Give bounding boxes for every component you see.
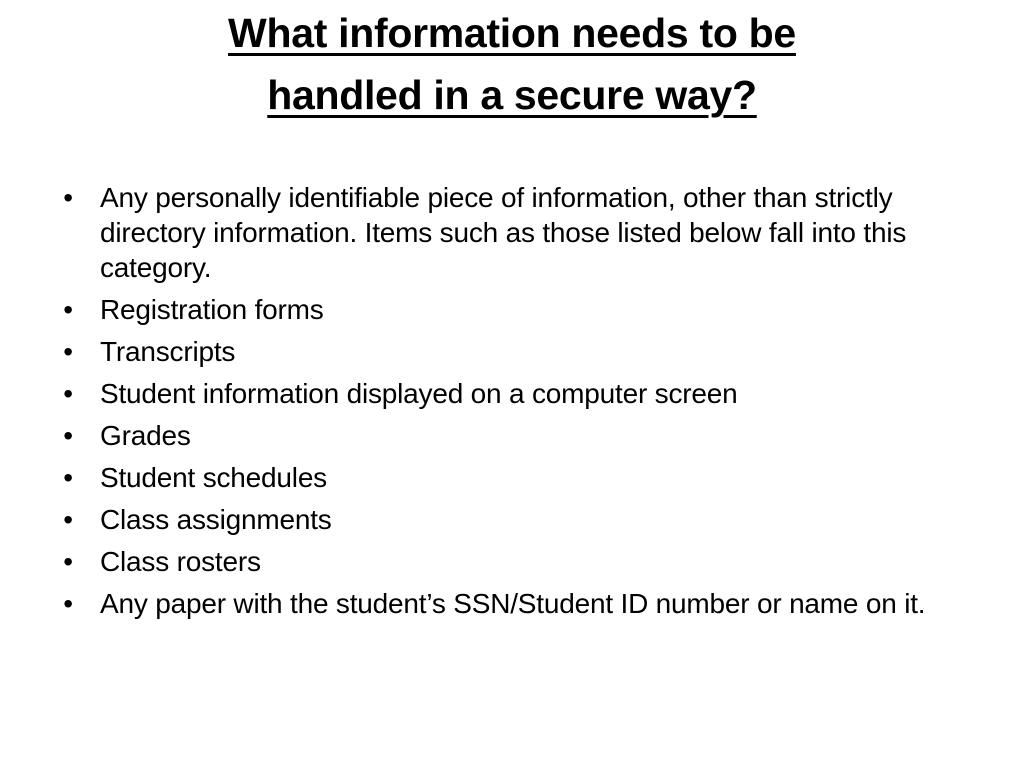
bullet-text: Class rosters [100,546,261,577]
bullet-text: Student information displayed on a computer screen [100,378,738,409]
bullet-icon: • [63,588,73,619]
bullet-item [63,460,980,495]
bullet-text: Student schedules [100,462,327,493]
bullet-item [63,544,980,579]
bullet-item [63,502,980,537]
bullet-icon: • [63,462,73,493]
bullet-icon: • [63,378,73,409]
bullet-icon: • [63,182,73,213]
bullet-item [63,376,980,411]
bullet-text: Transcripts [100,336,236,367]
bullet-item [63,292,980,327]
bullet-text: Any personally identifiable piece of information, other than strictly directory information. Items such as those listed below fall into this category. [100,182,907,283]
slide-title [40,2,984,126]
bullet-item [63,418,980,453]
bullet-item [63,334,980,369]
bullet-icon: • [63,294,73,325]
bullet-list [63,180,980,628]
bullet-icon: • [63,546,73,577]
title-line-2: handled in a secure way? [267,72,757,118]
bullet-item [63,180,980,285]
bullet-icon: • [63,504,73,535]
bullet-text: Any paper with the student’s SSN/Student ID number or name on it. [100,588,926,619]
bullet-text: Grades [100,420,191,451]
bullet-text: Registration forms [100,294,324,325]
bullet-icon: • [63,420,73,451]
bullet-text: Class assignments [100,504,332,535]
bullet-icon: • [63,336,73,367]
title-line-1: What information needs to be [228,10,796,56]
bullet-item [63,586,980,621]
